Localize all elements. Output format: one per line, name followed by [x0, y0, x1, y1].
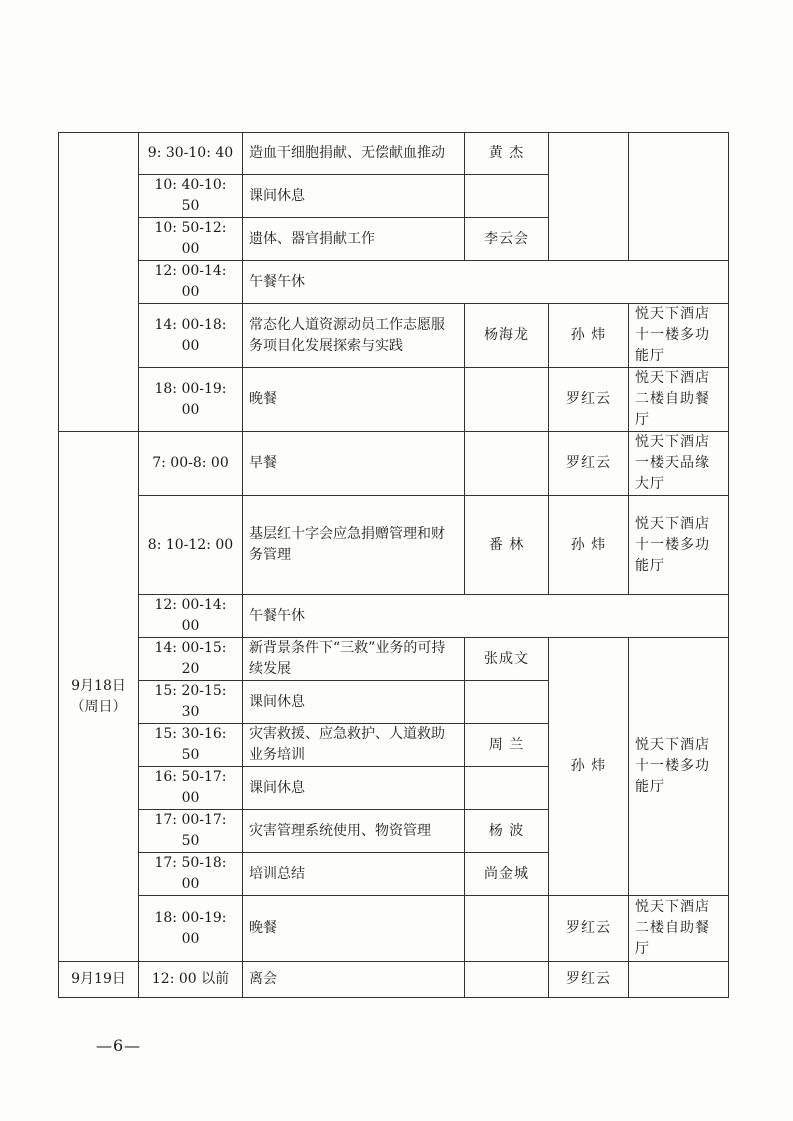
topic-cell: 早餐	[243, 432, 465, 496]
venue-cell: 悦天下酒店十一楼多功能厅	[629, 304, 729, 368]
time-cell: 18: 00-19: 00	[139, 368, 243, 432]
topic-cell: 课间休息	[243, 767, 465, 810]
topic-cell: 离会	[243, 962, 465, 998]
time-cell: 17: 50-18: 00	[139, 853, 243, 896]
time-cell: 8: 10-12: 00	[139, 496, 243, 595]
time-cell: 14: 00-15: 20	[139, 638, 243, 681]
speaker-cell: 尚金城	[465, 853, 549, 896]
venue-cell: 悦天下酒店一楼天品缘大厅	[629, 432, 729, 496]
host-cell-empty	[549, 133, 629, 261]
speaker-cell: 黄 杰	[465, 133, 549, 175]
time-cell: 14: 00-18: 00	[139, 304, 243, 368]
speaker-cell	[465, 432, 549, 496]
speaker-cell: 周 兰	[465, 724, 549, 767]
topic-cell: 晚餐	[243, 896, 465, 962]
time-cell: 16: 50-17: 00	[139, 767, 243, 810]
speaker-cell: 李云会	[465, 218, 549, 261]
speaker-cell	[465, 767, 549, 810]
speaker-cell	[465, 896, 549, 962]
table-row	[59, 304, 729, 368]
time-cell: 15: 30-16: 50	[139, 724, 243, 767]
time-cell: 10: 40-10: 50	[139, 175, 243, 218]
time-cell: 7: 00-8: 00	[139, 432, 243, 496]
speaker-cell	[465, 681, 549, 724]
topic-cell: 基层红十字会应急捐赠管理和财务管理	[243, 496, 465, 595]
time-cell: 15: 20-15: 30	[139, 681, 243, 724]
speaker-cell: 杨 波	[465, 810, 549, 853]
time-cell: 10: 50-12: 00	[139, 218, 243, 261]
topic-cell: 新背景条件下“三救”业务的可持续发展	[243, 638, 465, 681]
topic-cell: 课间休息	[243, 681, 465, 724]
time-cell: 17: 00-17: 50	[139, 810, 243, 853]
topic-cell-merged: 午餐午休	[243, 261, 729, 304]
topic-cell: 常态化人道资源动员工作志愿服务项目化发展探索与实践	[243, 304, 465, 368]
table-row	[59, 368, 729, 432]
speaker-cell: 杨海龙	[465, 304, 549, 368]
topic-cell: 课间休息	[243, 175, 465, 218]
venue-cell-empty	[629, 133, 729, 261]
time-cell: 18: 00-19: 00	[139, 896, 243, 962]
time-cell: 12: 00-14: 00	[139, 261, 243, 304]
time-cell: 9: 30-10: 40	[139, 133, 243, 175]
topic-cell-merged: 午餐午休	[243, 595, 729, 638]
venue-cell: 悦天下酒店二楼自助餐厅	[629, 368, 729, 432]
table-row	[59, 962, 729, 998]
page-number: —6—	[96, 1036, 142, 1055]
topic-cell: 灾害管理系统使用、物资管理	[243, 810, 465, 853]
speaker-cell	[465, 175, 549, 218]
speaker-cell	[465, 962, 549, 998]
speaker-cell: 番 林	[465, 496, 549, 595]
venue-cell	[629, 962, 729, 998]
schedule-table	[58, 132, 729, 998]
speaker-cell	[465, 368, 549, 432]
host-cell: 孙 炜	[549, 638, 629, 896]
table-row	[59, 432, 729, 496]
venue-cell: 悦天下酒店十一楼多功能厅	[629, 496, 729, 595]
host-cell: 罗红云	[549, 962, 629, 998]
table-row	[59, 638, 729, 681]
venue-cell: 悦天下酒店二楼自助餐厅	[629, 896, 729, 962]
table-row	[59, 595, 729, 638]
host-cell: 罗红云	[549, 368, 629, 432]
host-cell: 罗红云	[549, 896, 629, 962]
table-row	[59, 133, 729, 175]
date-cell-continued	[59, 133, 139, 432]
time-cell: 12: 00-14: 00	[139, 595, 243, 638]
table-row	[59, 261, 729, 304]
host-cell: 孙 炜	[549, 304, 629, 368]
date-cell: 9月18日（周日）	[59, 432, 139, 962]
topic-cell: 灾害救援、应急救护、人道救助业务培训	[243, 724, 465, 767]
time-cell: 12: 00 以前	[139, 962, 243, 998]
topic-cell: 遗体、器官捐献工作	[243, 218, 465, 261]
venue-cell: 悦天下酒店十一楼多功能厅	[629, 638, 729, 896]
date-cell: 9月19日	[59, 962, 139, 998]
topic-cell: 培训总结	[243, 853, 465, 896]
host-cell: 罗红云	[549, 432, 629, 496]
table-row	[59, 496, 729, 595]
host-cell: 孙 炜	[549, 496, 629, 595]
topic-cell: 造血干细胞捐献、无偿献血推动	[243, 133, 465, 175]
topic-cell: 晚餐	[243, 368, 465, 432]
table-row	[59, 896, 729, 962]
speaker-cell: 张成文	[465, 638, 549, 681]
